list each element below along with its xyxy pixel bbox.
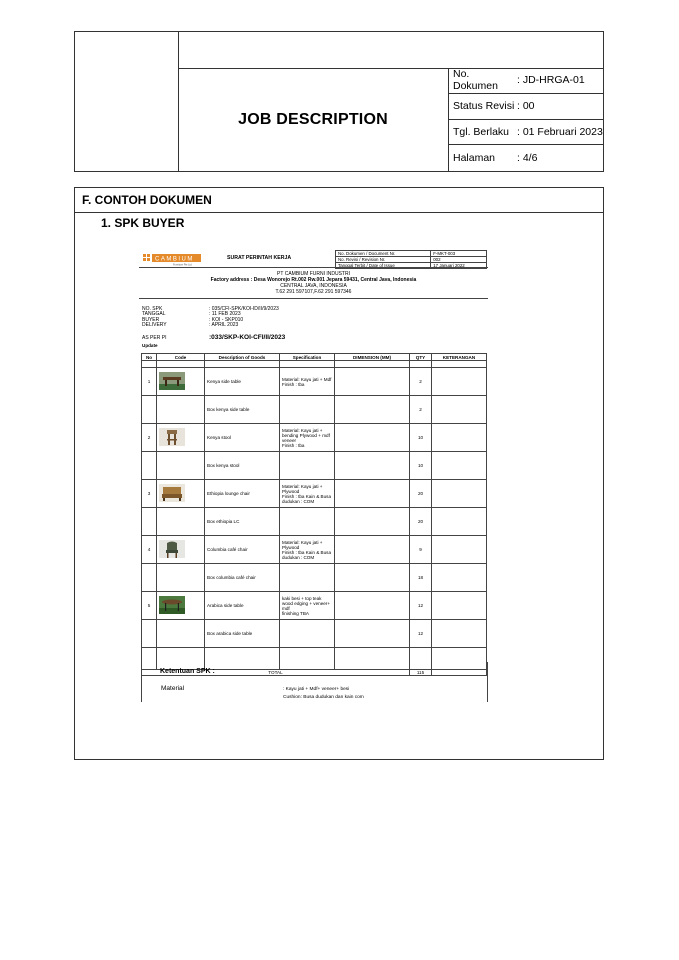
- row-spec: kaki besi + top teak wood edging + veneer+ mdf finishing TBA: [280, 592, 335, 620]
- row-description: Box columbia café chair: [205, 564, 280, 592]
- table-row: [142, 536, 487, 564]
- row-qty: 9: [410, 536, 432, 564]
- row-no: [142, 508, 157, 536]
- table-row: [142, 480, 487, 508]
- table-row: [142, 564, 487, 592]
- as-per-value: :033/SKP-KOI-CFI/II/2023: [209, 334, 286, 341]
- row-description: Box kenya stool: [205, 452, 280, 480]
- row-no: 5: [142, 592, 157, 620]
- row-qty: 10: [410, 452, 432, 480]
- meta-label: Status Revisi: [453, 100, 515, 113]
- spk-title: SURAT PERINTAH KERJA: [227, 255, 292, 261]
- update-label: Update: [142, 343, 158, 348]
- row-spec: Material: Kayu jati + Plywood Finish : tba Kain & Busa dudukan : COM: [280, 480, 335, 508]
- terms-material-label: Material: [161, 685, 185, 692]
- row-no: 3: [142, 480, 157, 508]
- table-row: [142, 508, 487, 536]
- as-per-label: AS PER PI: [142, 335, 167, 341]
- meta-row: [448, 120, 603, 146]
- spk-info: [142, 307, 442, 329]
- table-row: [142, 396, 487, 424]
- meta-value: : 00: [517, 100, 535, 113]
- meta-value: : 4/6: [517, 152, 538, 165]
- product-thumbnail: [157, 368, 205, 396]
- company-address: Factory address : Desa Wonorejo Rt.002 Rw.001 Jepara 59431, Central Java, Indonesia: [210, 277, 417, 283]
- info-row: [142, 323, 442, 328]
- row-qty: 2: [410, 396, 432, 424]
- info-key: NO. SPK: [142, 306, 163, 312]
- row-qty: 12: [410, 620, 432, 648]
- row-description: Arabica side table: [205, 592, 280, 620]
- spk-document-image: [139, 247, 488, 702]
- meta-row: [448, 68, 603, 94]
- column-header: Code: [157, 354, 205, 361]
- meta-value: : 01 Februari 2023: [517, 125, 603, 138]
- row-qty: 20: [410, 508, 432, 536]
- row-description: Kenya side table: [205, 368, 280, 396]
- column-header: DIMENSION (MM): [335, 354, 410, 361]
- row-no: [142, 396, 157, 424]
- table-row: [142, 452, 487, 480]
- product-thumbnail: [157, 480, 205, 508]
- document-meta: [448, 68, 603, 171]
- logo-text: CAMBIUM: [155, 256, 194, 263]
- product-thumbnail: [157, 424, 205, 452]
- row-description: Ethiopia lounge chair: [205, 480, 280, 508]
- spk-items-table: [141, 353, 487, 676]
- total-qty: 115: [410, 670, 432, 676]
- row-qty: 18: [410, 564, 432, 592]
- row-no: [142, 564, 157, 592]
- meta-value: : JD-HRGA-01: [517, 74, 585, 87]
- info-value: : KOI - SKP010: [209, 316, 244, 323]
- row-description: Box kenya side table: [205, 396, 280, 424]
- company-block: [139, 271, 488, 295]
- terms-cushion: Cushion: Busa dudukan dan kain com: [283, 695, 364, 700]
- info-key: TANGGAL: [142, 311, 166, 318]
- section-heading: F. CONTOH DOKUMEN: [75, 188, 603, 213]
- info-key: BUYER: [142, 316, 160, 323]
- ref-value: 17 Januari 2022: [431, 263, 487, 269]
- table-row: [142, 620, 487, 648]
- column-header: No: [142, 354, 157, 361]
- table-header-row: [142, 354, 487, 361]
- row-no: 1: [142, 368, 157, 396]
- meta-label: Tgl. Berlaku: [453, 125, 510, 138]
- ref-key: No. Revisi / Revision Nr.: [336, 257, 431, 263]
- row-spec: Material: Kayu jati + bending Plywood + mdf veneer Finish : tba: [280, 424, 335, 452]
- as-per-pi: [142, 334, 286, 341]
- row-qty: 2: [410, 368, 432, 396]
- table-row: [142, 424, 487, 452]
- row-description: Columbia café chair: [205, 536, 280, 564]
- meta-label: Halaman: [453, 152, 496, 165]
- ref-key: No. Dokumen / Document Nr.: [336, 251, 431, 257]
- ref-key: Tanggal Terbit / Date of Issue: [336, 263, 431, 269]
- row-qty: 12: [410, 592, 432, 620]
- total-label: TOTAL: [142, 670, 410, 676]
- logo-cell: [75, 32, 179, 171]
- subsection-heading: 1. SPK BUYER: [101, 216, 185, 230]
- cambium-logo: [143, 251, 201, 267]
- company-region: CENTRAL JAVA, INDONESIA: [280, 283, 347, 289]
- header-top-cell: [178, 32, 603, 69]
- row-qty: 10: [410, 424, 432, 452]
- row-no: 4: [142, 536, 157, 564]
- row-description: Box arabica side table: [205, 620, 280, 648]
- meta-label: No. Dokumen: [453, 68, 498, 93]
- column-header: KETERANGAN: [432, 354, 487, 361]
- company-phone: T.62 291 597107,F.62 291 597346: [275, 289, 352, 295]
- row-spec: [280, 396, 335, 424]
- row-description: Kenya stool: [205, 424, 280, 452]
- company-name: PT CAMBIUM FURNI INDUSTRI: [277, 271, 350, 277]
- info-value: : 035/CFI-SPK/KOI-ID/II/9/2023: [209, 306, 279, 312]
- info-value: : 11 FEB 2023: [209, 311, 241, 318]
- product-thumbnail: [157, 592, 205, 620]
- terms-title: Ketentuan SPK :: [160, 668, 215, 675]
- row-spec: Material: Kayu jati + Mdf Finish : tba: [280, 368, 335, 396]
- document-header: [74, 31, 604, 172]
- ref-value: F-MKT-003: [431, 251, 487, 257]
- row-spec: [280, 564, 335, 592]
- row-spec: [280, 508, 335, 536]
- column-header: QTY: [410, 354, 432, 361]
- row-spec: Material: Kayu jati + Plywood Finish : tba Kain & Busa dudukan : COM: [280, 536, 335, 564]
- row-spec: [280, 452, 335, 480]
- row-qty: 20: [410, 480, 432, 508]
- row-description: Box ethiopia LC: [205, 508, 280, 536]
- table-row: [142, 368, 487, 396]
- table-row: [142, 361, 487, 368]
- column-header: Description of Goods: [205, 354, 280, 361]
- row-no: [142, 620, 157, 648]
- row-no: 2: [142, 424, 157, 452]
- table-row: [142, 592, 487, 620]
- spk-terms: [141, 662, 488, 702]
- product-thumbnail: [157, 536, 205, 564]
- ref-value: 002: [431, 257, 487, 263]
- divider: [139, 267, 488, 268]
- logo-subtext: Furniture Pte Ltd: [173, 263, 192, 267]
- meta-row: [448, 94, 603, 120]
- row-spec: [280, 620, 335, 648]
- divider: [139, 298, 488, 299]
- column-header: Specification: [280, 354, 335, 361]
- page-title: JOB DESCRIPTION: [178, 68, 449, 171]
- terms-material-value: : Kayu jati + Mdf+ veneer+ besi: [283, 687, 350, 692]
- row-no: [142, 452, 157, 480]
- meta-row: [448, 145, 603, 171]
- info-value: : APRIL 2023: [209, 322, 239, 329]
- info-key: DELIVERY: [142, 322, 167, 329]
